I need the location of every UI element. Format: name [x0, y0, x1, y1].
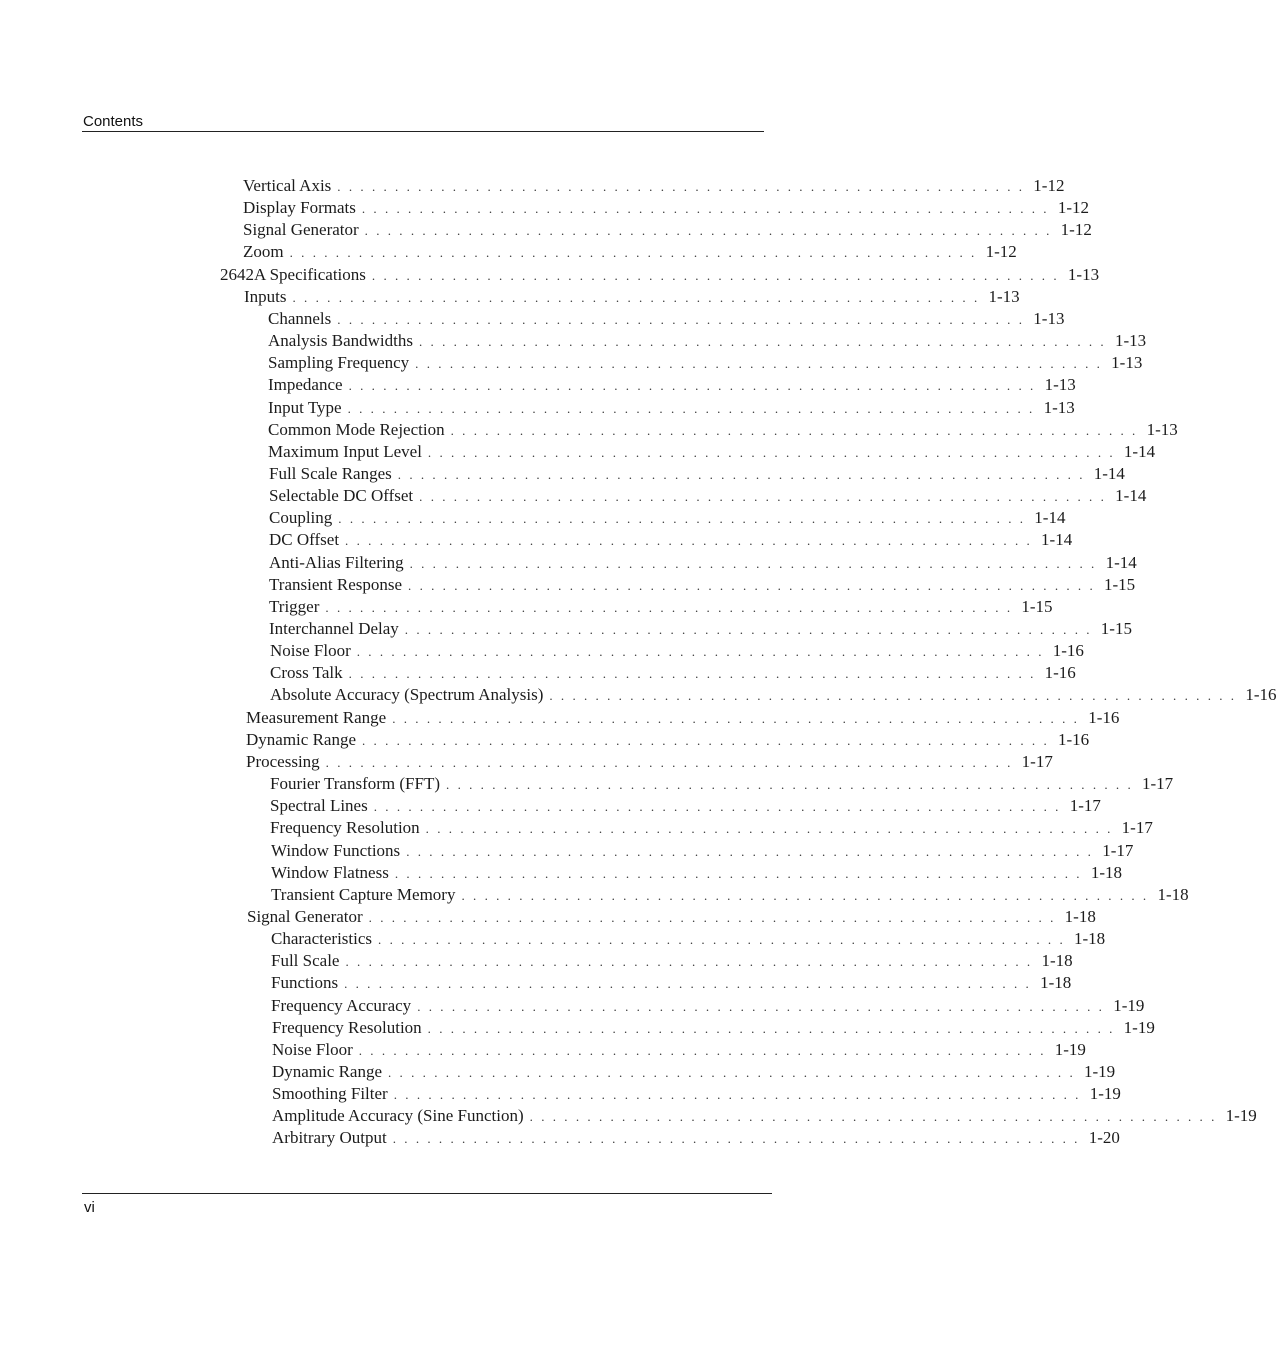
- toc-entry-page: 1-12: [985, 242, 1017, 261]
- toc-dot-leader: ............................................................: [378, 932, 1072, 947]
- toc-entry: [271, 950, 1073, 972]
- toc-dot-leader: ............................................................: [289, 245, 983, 260]
- toc-entry-title: Noise Floor: [270, 641, 351, 660]
- toc-entry-page: 1-15: [1021, 597, 1053, 616]
- toc-entry-title: Signal Generator: [247, 907, 363, 926]
- toc-entry-page: 1-18: [1040, 973, 1072, 992]
- toc-entry: [271, 972, 1072, 994]
- toc-entry-page: 1-19: [1123, 1018, 1155, 1037]
- toc-entry-page: 1-19: [1084, 1062, 1116, 1081]
- toc-entry-title: Window Functions: [271, 841, 401, 860]
- toc-entry-page: 1-12: [1057, 198, 1090, 217]
- toc-entry: [268, 308, 1065, 330]
- toc-dot-leader: ............................................................: [337, 179, 1031, 194]
- toc-entry-page: 1-17: [1021, 752, 1053, 771]
- toc-dot-leader: ............................................................: [415, 356, 1109, 371]
- toc-dot-leader: ............................................................: [427, 1021, 1121, 1036]
- toc-entry-title: Sampling Frequency: [268, 353, 410, 372]
- toc-entry-title: Measurement Range: [246, 708, 387, 727]
- toc-dot-leader: ............................................................: [345, 954, 1039, 969]
- toc-entry-title: Trigger: [269, 597, 320, 616]
- toc-dot-leader: ............................................................: [393, 1087, 1087, 1102]
- toc-entry-title: Noise Floor: [272, 1040, 353, 1059]
- toc-entry-page: 1-16: [1044, 663, 1076, 682]
- toc-dot-leader: ............................................................: [356, 644, 1050, 659]
- toc-entry-page: 1-16: [1088, 708, 1120, 727]
- toc-entry: [270, 817, 1153, 839]
- toc-entry: [268, 397, 1075, 419]
- toc-entry-title: Full Scale: [271, 951, 340, 970]
- toc-entry: [268, 352, 1143, 374]
- toc-dot-leader: ............................................................: [417, 999, 1111, 1014]
- toc-entry: [246, 751, 1053, 773]
- toc-entry-title: Anti-Alias Filtering: [269, 553, 404, 572]
- toc-entry-page: 1-18: [1074, 929, 1106, 948]
- toc-entry: [246, 729, 1090, 751]
- toc-entry: [269, 485, 1147, 507]
- footer-page-number: vi: [84, 1199, 95, 1216]
- toc-entry-title: Common Mode Rejection: [268, 420, 445, 439]
- toc-entry: [243, 241, 1017, 263]
- toc-entry-page: 1-13: [1114, 331, 1147, 350]
- toc-entry-page: 1-13: [1067, 265, 1100, 284]
- toc-entry-page: 1-19: [1225, 1106, 1257, 1125]
- toc-entry-page: 1-12: [1060, 220, 1092, 239]
- toc-entry-title: Smoothing Filter: [272, 1084, 388, 1103]
- toc-entry: [272, 1061, 1116, 1083]
- toc-dot-leader: ............................................................: [461, 888, 1155, 903]
- toc-entry: [270, 773, 1174, 795]
- toc-entry: [271, 862, 1123, 884]
- toc-entry-title: 2642A Specifications: [220, 265, 366, 284]
- toc-entry: [271, 995, 1145, 1017]
- toc-entry: [269, 552, 1137, 574]
- toc-entry-title: Frequency Resolution: [272, 1018, 422, 1037]
- toc-dot-leader: ............................................................: [358, 1043, 1052, 1058]
- toc-entry-title: Cross Talk: [270, 663, 343, 682]
- toc-entry: [269, 507, 1066, 529]
- toc-entry-page: 1-19: [1113, 996, 1145, 1015]
- toc-entry-title: Dynamic Range: [246, 730, 356, 749]
- toc-entry: [272, 1083, 1121, 1105]
- toc-entry-page: 1-14: [1115, 486, 1147, 505]
- toc-entry-title: DC Offset: [269, 530, 340, 549]
- toc-entry-title: Channels: [268, 309, 332, 328]
- toc-entry-page: 1-16: [1058, 730, 1090, 749]
- toc-entry: [247, 906, 1096, 928]
- toc-entry-title: Full Scale Ranges: [269, 464, 392, 483]
- toc-entry: [268, 374, 1076, 396]
- toc-entry-page: 1-13: [1111, 353, 1143, 372]
- toc-dot-leader: ............................................................: [392, 1131, 1086, 1146]
- page-header-title: Contents: [83, 113, 144, 130]
- toc-entry-title: Interchannel Delay: [269, 619, 399, 638]
- toc-entry-page: 1-14: [1123, 442, 1156, 461]
- toc-entry: [268, 419, 1178, 441]
- toc-entry: [270, 684, 1277, 706]
- toc-entry-title: Signal Generator: [243, 220, 359, 239]
- toc-entry-page: 1-18: [1157, 885, 1189, 904]
- toc-dot-leader: ............................................................: [392, 711, 1086, 726]
- toc-entry-page: 1-14: [1034, 508, 1066, 527]
- toc-entry: [272, 1017, 1155, 1039]
- toc-entry-page: 1-15: [1100, 619, 1132, 638]
- toc-entry-page: 1-14: [1105, 553, 1137, 572]
- toc-dot-leader: ............................................................: [446, 777, 1140, 792]
- toc-entry: [246, 707, 1120, 729]
- toc-entry: [270, 795, 1101, 817]
- toc-entry-title: Coupling: [269, 508, 333, 527]
- toc-entry-title: Functions: [271, 973, 339, 992]
- footer-divider: [82, 1193, 772, 1194]
- toc-dot-leader: ............................................................: [373, 799, 1067, 814]
- toc-entry-title: Vertical Axis: [243, 176, 332, 195]
- toc-entry-page: 1-13: [988, 287, 1020, 306]
- toc-dot-leader: ............................................................: [425, 821, 1119, 836]
- toc-dot-leader: ............................................................: [348, 666, 1042, 681]
- toc-entry-title: Maximum Input Level: [268, 442, 422, 461]
- toc-entry-title: Absolute Accuracy (Spectrum Analysis): [270, 685, 544, 704]
- toc-entry: [269, 463, 1125, 485]
- toc-entry: [271, 840, 1134, 862]
- toc-dot-leader: ............................................................: [418, 334, 1112, 349]
- toc-entry-title: Transient Response: [269, 575, 403, 594]
- toc-dot-leader: ............................................................: [388, 1065, 1081, 1080]
- toc-dot-leader: ............................................................: [404, 622, 1098, 637]
- toc-entry-title: Fourier Transform (FFT): [270, 774, 441, 793]
- toc-entry: [244, 286, 1020, 308]
- toc-entry-title: Processing: [246, 752, 320, 771]
- toc-entry: [220, 264, 1100, 286]
- toc-entry-page: 1-18: [1041, 951, 1073, 970]
- toc-entry-page: 1-15: [1104, 575, 1136, 594]
- toc-entry-title: Window Flatness: [271, 863, 389, 882]
- toc-dot-leader: ............................................................: [362, 733, 1055, 748]
- toc-entry-title: Zoom: [243, 242, 284, 261]
- toc-dot-leader: ............................................................: [394, 866, 1088, 881]
- toc-entry-page: 1-17: [1102, 841, 1134, 860]
- toc-entry-page: 1-14: [1093, 464, 1125, 483]
- toc-entry-page: 1-16: [1052, 641, 1084, 660]
- toc-entry-title: Transient Capture Memory: [271, 885, 456, 904]
- toc-dot-leader: ............................................................: [368, 910, 1062, 925]
- toc-entry-page: 1-17: [1121, 818, 1153, 837]
- toc-dot-leader: ............................................................: [406, 844, 1100, 859]
- toc-dot-leader: ............................................................: [427, 445, 1121, 460]
- toc-entry-page: 1-18: [1064, 907, 1096, 926]
- toc-entry-page: 1-17: [1142, 774, 1174, 793]
- toc-entry-title: Input Type: [268, 398, 342, 417]
- toc-entry-title: Dynamic Range: [272, 1062, 382, 1081]
- toc-entry-title: Display Formats: [243, 198, 356, 217]
- toc-dot-leader: ............................................................: [450, 423, 1144, 438]
- toc-entry: [269, 596, 1053, 618]
- toc-entry-title: Impedance: [268, 375, 343, 394]
- toc-dot-leader: ............................................................: [409, 556, 1103, 571]
- toc-entry: [269, 529, 1073, 551]
- toc-entry-title: Analysis Bandwidths: [268, 331, 413, 350]
- toc-entry: [268, 441, 1156, 463]
- toc-dot-leader: ............................................................: [345, 533, 1039, 548]
- toc-entry-page: 1-14: [1041, 530, 1073, 549]
- toc-dot-leader: ............................................................: [371, 268, 1065, 283]
- toc-dot-leader: ............................................................: [397, 467, 1091, 482]
- toc-dot-leader: ............................................................: [361, 201, 1055, 216]
- header-divider: [82, 131, 764, 132]
- toc-entry: [268, 330, 1147, 352]
- toc-entry-page: 1-12: [1033, 176, 1065, 195]
- toc-dot-leader: ............................................................: [419, 489, 1113, 504]
- toc-entry: [270, 662, 1076, 684]
- toc-entry-title: Arbitrary Output: [272, 1128, 387, 1147]
- toc-entry: [269, 574, 1136, 596]
- toc-entry: [269, 618, 1132, 640]
- toc-entry-title: Frequency Accuracy: [271, 996, 412, 1015]
- toc-dot-leader: ............................................................: [325, 600, 1019, 615]
- toc-entry-page: 1-13: [1033, 309, 1065, 328]
- toc-entry: [272, 1039, 1086, 1061]
- toc-entry-page: 1-20: [1088, 1128, 1120, 1147]
- toc-entry-title: Amplitude Accuracy (Sine Function): [272, 1106, 524, 1125]
- toc-dot-leader: ............................................................: [344, 976, 1038, 991]
- toc-dot-leader: ............................................................: [325, 755, 1019, 770]
- toc-entry-page: 1-13: [1146, 420, 1178, 439]
- toc-entry: [271, 928, 1106, 950]
- toc-entry: [270, 640, 1084, 662]
- toc-entry-page: 1-13: [1044, 375, 1076, 394]
- toc-entry: [271, 884, 1189, 906]
- toc-entry-page: 1-19: [1089, 1084, 1121, 1103]
- toc-entry: [243, 219, 1092, 241]
- toc-entry: [272, 1127, 1120, 1149]
- toc-entry-title: Spectral Lines: [270, 796, 368, 815]
- toc-dot-leader: ............................................................: [292, 290, 986, 305]
- toc-dot-leader: ............................................................: [337, 312, 1031, 327]
- toc-dot-leader: ............................................................: [408, 578, 1102, 593]
- toc-dot-leader: ............................................................: [364, 223, 1058, 238]
- toc-dot-leader: ............................................................: [549, 688, 1243, 703]
- toc-entry-title: Frequency Resolution: [270, 818, 420, 837]
- toc-entry-title: Selectable DC Offset: [269, 486, 414, 505]
- toc-dot-leader: ............................................................: [338, 511, 1032, 526]
- toc-dot-leader: ............................................................: [529, 1109, 1223, 1124]
- toc-dot-leader: ............................................................: [347, 401, 1041, 416]
- toc-entry-page: 1-13: [1043, 398, 1075, 417]
- toc-entry: [272, 1105, 1257, 1127]
- toc-entry-title: Inputs: [244, 287, 287, 306]
- toc-entry-page: 1-19: [1054, 1040, 1086, 1059]
- toc-entry-page: 1-16: [1245, 685, 1277, 704]
- toc-entry: [243, 175, 1065, 197]
- toc-dot-leader: ............................................................: [348, 378, 1042, 393]
- toc-entry-page: 1-17: [1069, 796, 1101, 815]
- toc-entry: [243, 197, 1090, 219]
- toc-entry-title: Characteristics: [271, 929, 373, 948]
- toc-entry-page: 1-18: [1090, 863, 1123, 882]
